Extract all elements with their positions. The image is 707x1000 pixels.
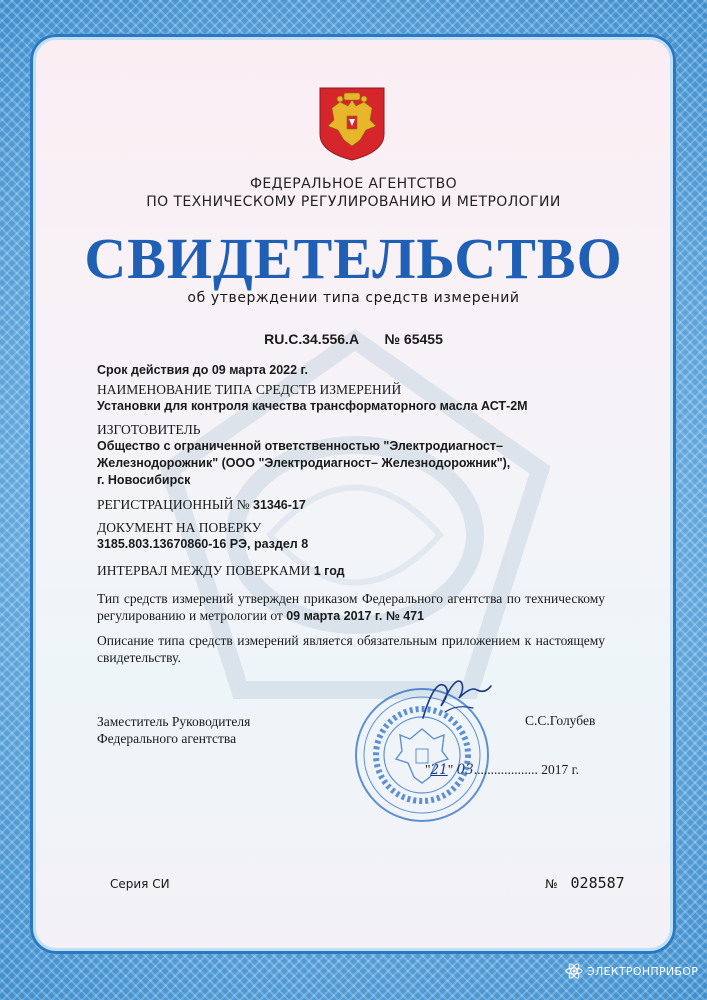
manufacturer-label: ИЗГОТОВИТЕЛЬ — [97, 422, 201, 437]
certificate-subtitle: об утверждении типа средств измерений — [187, 290, 520, 306]
atom-logo-icon — [565, 962, 583, 980]
brand-watermark — [565, 962, 698, 980]
registration-number: № 65455 — [384, 331, 443, 347]
description-note: Описание типа средств измерений является обязательным приложением к настоящему свидетельству. — [97, 633, 605, 665]
agency-name-line1: ФЕДЕРАЛЬНОЕ АГЕНТСТВО — [249, 176, 458, 192]
manufacturer-line3: г. Новосибирск — [97, 473, 191, 487]
interval-label: ИНТЕРВАЛ МЕЖДУ ПОВЕРКАМИ — [97, 563, 311, 578]
manufacturer-line1: Общество с ограниченной ответственностью "Электродиагност– — [97, 439, 503, 453]
certificate-title: СВИДЕТЕЛЬСТВО — [84, 226, 623, 291]
signature-date-day: 21 — [430, 762, 448, 778]
brand-name: ЭЛЕКТРОНПРИБОР — [587, 964, 699, 978]
coat-of-arms-icon — [318, 86, 386, 162]
type-name-value: Установки для контроля качества трансформаторного масла АСТ-2М — [97, 399, 528, 413]
series-label: Серия СИ — [110, 877, 170, 891]
certificate-registration — [0, 331, 707, 347]
date-dots: ................... — [473, 762, 538, 777]
signature-date-month: 03 — [456, 762, 474, 778]
agency-name-line2: ПО ТЕХНИЧЕСКОМУ РЕГУЛИРОВАНИЮ И МЕТРОЛОГИИ — [146, 194, 561, 210]
signatory-position — [97, 713, 250, 747]
signature-icon — [415, 668, 495, 724]
reg-number-label: РЕГИСТРАЦИОННЫЙ № — [97, 497, 250, 512]
signature-date: "21" 03................... 2017 г. — [425, 762, 580, 778]
verification-doc-label: ДОКУМЕНТ НА ПОВЕРКУ — [97, 520, 262, 535]
registration-code: RU.C.34.556.A — [264, 331, 359, 347]
verification-doc-value: 3185.803.13670860-16 РЭ, раздел 8 — [97, 537, 309, 551]
serial-number-value: 028587 — [570, 874, 625, 892]
interval-section — [97, 562, 617, 580]
serial-number — [545, 874, 625, 892]
validity-period: Срок действия до 09 марта 2022 г. — [97, 363, 308, 377]
signature-date-year: 2017 г. — [541, 762, 580, 777]
reg-number-value: 31346-17 — [253, 498, 306, 512]
manufacturer-line2: Железнодорожник" (ООО "Электродиагност– Железнодорожник"), — [97, 456, 511, 470]
signatory-name: С.С.Голубев — [525, 713, 596, 728]
serial-number-label: № — [545, 877, 558, 891]
type-name-section — [97, 381, 617, 415]
verification-doc-section — [97, 519, 617, 553]
reg-number-section — [97, 496, 617, 514]
signatory-position-line2: Федерального агентства — [97, 731, 237, 746]
approval-date: 09 марта 2017 г. № 471 — [286, 609, 425, 623]
signatory-position-line1: Заместитель Руководителя — [97, 714, 251, 729]
type-name-label: НАИМЕНОВАНИЕ ТИПА СРЕДСТВ ИЗМЕРЕНИЙ — [97, 382, 402, 397]
interval-value: 1 год — [313, 564, 345, 578]
approval-text: Тип средств измерений утвержден приказом Федерального агентства по техническому регулированию и метрологии от — [97, 591, 605, 623]
approval-paragraph — [97, 590, 605, 625]
manufacturer-section — [97, 421, 617, 489]
